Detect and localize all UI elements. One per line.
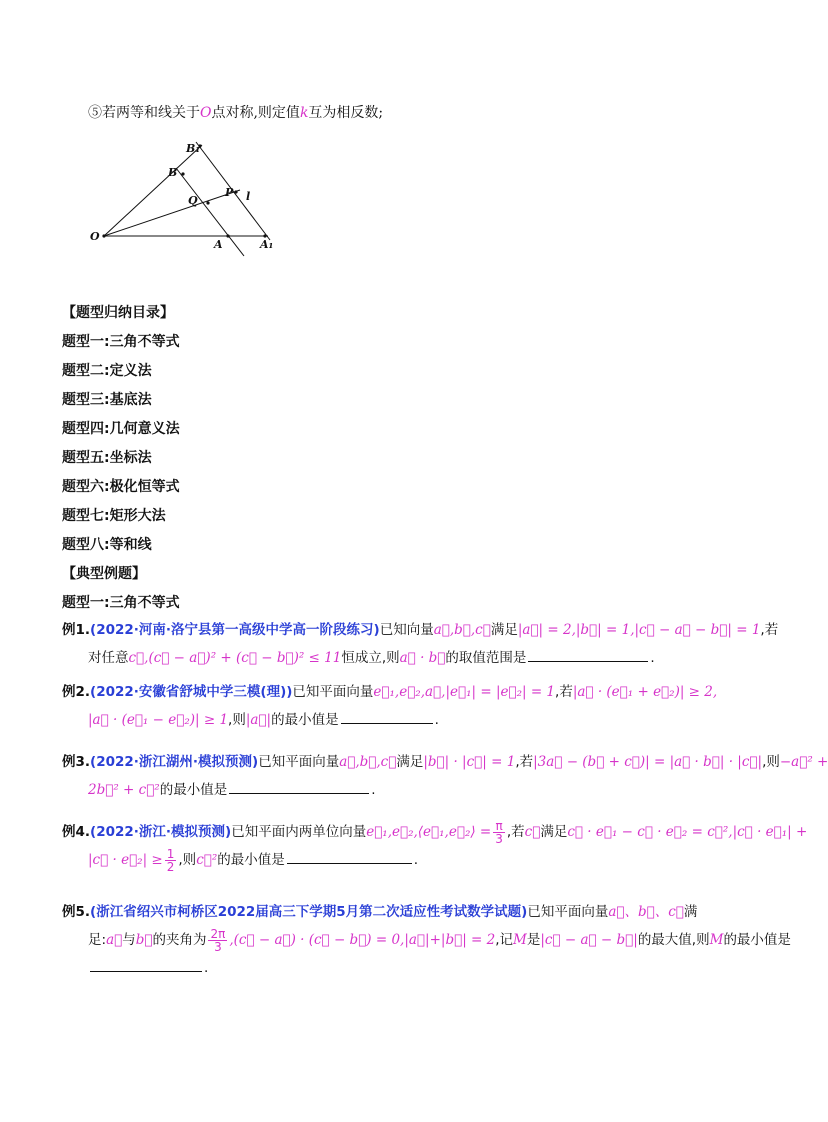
example-text: 的最小值是 [271, 712, 339, 728]
example-text: 的最大值,则 [637, 932, 710, 948]
line-ba [176, 168, 244, 256]
example-text: ,若 [555, 684, 573, 700]
toc-item-5: 题型五:坐标法 [62, 450, 152, 466]
example-label: 例5. [62, 904, 91, 920]
example-text: . [434, 712, 439, 728]
example-text: 足: [88, 932, 107, 948]
label-p: P [225, 186, 234, 199]
example-text: 已知平面内两单位向量 [231, 824, 367, 840]
toc-title: 【题型归纳目录】 [62, 305, 174, 321]
example-label: 例3. [62, 754, 91, 770]
toc-item-1: 题型一:三角不等式 [62, 334, 180, 350]
toc-item-6: 题型六:极化恒等式 [62, 479, 180, 495]
math-expr: |c⃗ − a⃗ − b⃗| [540, 932, 638, 948]
fraction-numerator: 2π [210, 926, 226, 941]
example-text: 已知平面向量 [527, 904, 609, 920]
answer-blank[interactable] [229, 779, 369, 794]
example-1 [62, 616, 779, 672]
label-b: B [168, 166, 178, 179]
toc-item-3: 题型三:基底法 [62, 392, 152, 408]
example-text: 满足 [490, 622, 518, 638]
circle-number: ⑤ [88, 105, 102, 121]
math-expr: a⃗、b⃗、c⃗ [608, 904, 684, 920]
example-text: . [204, 960, 209, 976]
math-expr: a⃗,b⃗,c⃗ [339, 754, 397, 770]
example-text: . [650, 650, 655, 666]
example-text: . [413, 852, 419, 868]
fraction-numerator: 1 [166, 846, 175, 861]
example-source: (2022·浙江湖州·模拟预测) [90, 754, 259, 770]
point-q-dot [206, 201, 209, 204]
math-expr: ,(c⃗ − a⃗) · (c⃗ − b⃗) = 0,|a⃗|+|b⃗| = 2 [229, 932, 496, 948]
answer-blank[interactable] [341, 709, 433, 724]
intro-text-b: 点对称,则定值 [211, 105, 300, 121]
example-source: (浙江省绍兴市柯桥区2022届高三下学期5月第二次适应性考试数学试题) [90, 904, 528, 920]
example-text: 满足 [396, 754, 424, 770]
label-l: l [246, 190, 251, 203]
answer-blank[interactable] [90, 957, 202, 972]
example-label: 例2. [62, 684, 91, 700]
example-label: 例1. [62, 622, 91, 638]
math-expr: c⃗ [524, 824, 541, 840]
examples-heading: 【典型例题】 [62, 566, 146, 582]
toc-item-8: 题型八:等和线 [62, 537, 152, 553]
math-expr: a⃗ [106, 932, 123, 948]
math-expr: −a⃗² + [779, 754, 828, 770]
example-text: 的最小值是 [159, 782, 228, 798]
example-text: ,若 [515, 754, 534, 770]
example-text: 的取值范围是 [445, 650, 527, 666]
math-expr: M [513, 932, 527, 948]
label-q: Q [188, 194, 198, 207]
example-3 [62, 748, 828, 804]
example-label: 例4. [62, 824, 91, 840]
point-b-dot [181, 172, 184, 175]
property-five [88, 103, 383, 123]
answer-blank[interactable] [287, 849, 412, 864]
intro-text-a: 若两等和线关于 [102, 105, 200, 121]
example-text: 恒成立,则 [341, 650, 400, 666]
ray-op [104, 190, 240, 236]
point-o: O [200, 105, 212, 121]
math-expr: c⃗ · e⃗₁ − c⃗ · e⃗₂ = c⃗²,|c⃗ · e⃗₁| + [567, 824, 808, 840]
example-text: 已知平面向量 [292, 684, 374, 700]
math-expr: c⃗,(c⃗ − a⃗)² + (c⃗ − b⃗)² ≤ 11 [128, 650, 342, 666]
fraction [208, 928, 227, 953]
example-text: 的最小值是 [723, 932, 791, 948]
point-a-dot [226, 234, 229, 237]
label-a1: A₁ [260, 238, 274, 251]
equal-sum-line-figure [80, 130, 290, 265]
point-p-dot [234, 190, 237, 193]
example-text: 的最小值是 [217, 852, 285, 868]
fraction-denominator: 3 [495, 831, 503, 846]
fraction [493, 820, 505, 845]
toc-item-7: 题型七:矩形大法 [62, 508, 166, 524]
example-text: . [371, 782, 376, 798]
section-title: 题型一:三角不等式 [62, 595, 180, 611]
fraction-numerator: π [493, 820, 505, 833]
math-expr: c⃗² [196, 852, 218, 868]
example-text: 对任意 [88, 650, 129, 666]
var-k: k [299, 105, 309, 121]
example-text: ,若 [760, 622, 779, 638]
math-expr: e⃗₁,e⃗₂,a⃗,|e⃗₁| = |e⃗₂| = 1 [373, 684, 556, 700]
math-expr: |a⃗ · (e⃗₁ − e⃗₂)| ≥ 1 [88, 712, 229, 728]
fraction [165, 848, 177, 873]
math-expr: |b⃗| · |c⃗| = 1 [423, 754, 516, 770]
math-expr: a⃗,b⃗,c⃗ [433, 622, 491, 638]
math-expr: M [709, 932, 724, 948]
example-text: 已知向量 [379, 622, 434, 638]
point-o-dot [102, 234, 105, 237]
example-text: ,则 [228, 712, 246, 728]
toc-item-4: 题型四:几何意义法 [62, 421, 180, 437]
answer-blank[interactable] [528, 647, 648, 662]
example-5 [62, 898, 791, 982]
example-source: (2022·浙江·模拟预测) [90, 824, 232, 840]
toc-item-2: 题型二:定义法 [62, 363, 152, 379]
example-text: ,若 [506, 824, 525, 840]
example-source: (2022·河南·洛宁县第一高级中学高一阶段练习) [90, 622, 380, 638]
example-4 [62, 818, 808, 874]
example-text: 满 [683, 904, 698, 920]
math-expr: a⃗ · b⃗ [399, 650, 446, 666]
math-expr: 2b⃗² + c⃗² [88, 782, 160, 798]
fraction-denominator: 2 [166, 859, 175, 874]
math-expr: |a⃗| [245, 712, 272, 728]
ray-ob1 [104, 145, 202, 236]
example-text: 已知平面向量 [258, 754, 340, 770]
math-expr: |c⃗ · e⃗₂| ≥ [88, 852, 163, 868]
label-a: A [214, 238, 223, 251]
label-o: O [90, 230, 100, 243]
example-text: ,则 [762, 754, 780, 770]
intro-text-c: 互为相反数; [308, 105, 384, 121]
example-text: 是 [526, 932, 541, 948]
math-expr: |a⃗| = 2,|b⃗| = 1,|c⃗ − a⃗ − b⃗| = 1 [517, 622, 761, 638]
math-expr: |a⃗ · (e⃗₁ + e⃗₂)| ≥ 2, [572, 684, 718, 700]
example-text: 满足 [540, 824, 568, 840]
example-2 [62, 678, 742, 734]
example-source: (2022·安徽省舒城中学三模(理)) [90, 684, 293, 700]
fraction-denominator: 3 [214, 939, 222, 954]
label-b1: B₁ [186, 142, 201, 155]
math-expr: |3a⃗ − (b⃗ + c⃗)| = |a⃗ · b⃗| · |c⃗| [533, 754, 763, 770]
example-text: 的夹角为 [152, 932, 207, 948]
example-text: 与 [122, 932, 136, 948]
example-text: ,则 [178, 852, 197, 868]
math-expr: b⃗ [135, 932, 153, 948]
example-text: ,记 [495, 932, 514, 948]
math-expr: e⃗₁,e⃗₂,⟨e⃗₁,e⃗₂⟩ = [366, 824, 492, 840]
